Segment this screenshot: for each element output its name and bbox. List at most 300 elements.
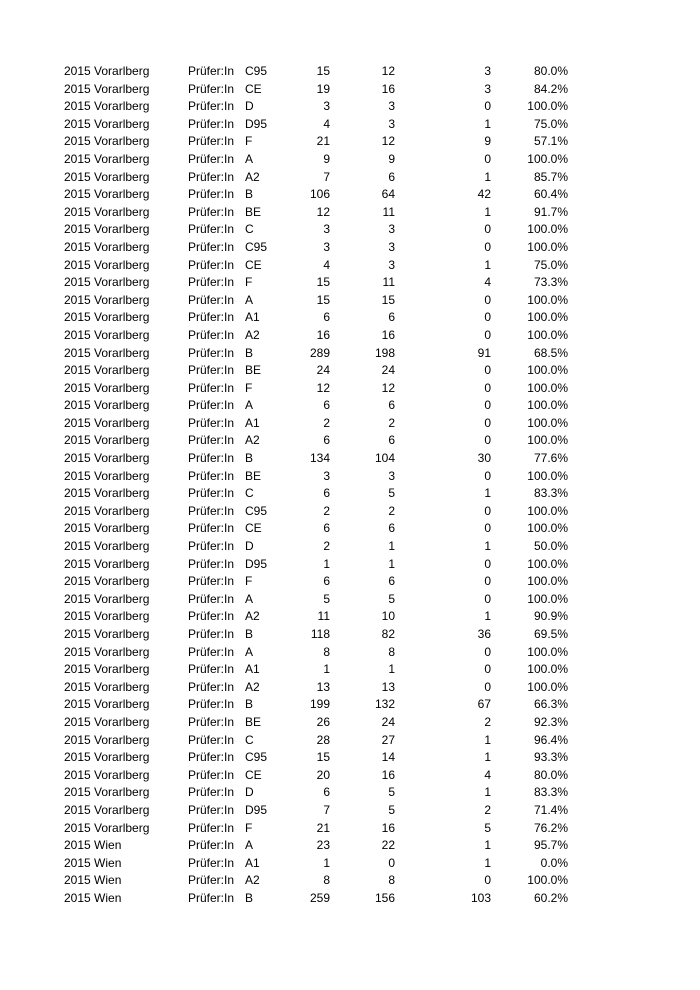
cell-examiner-role: Prüfer:In	[188, 838, 235, 853]
cell-failed: 0	[484, 574, 491, 589]
cell-pass-rate: 100.0%	[527, 310, 568, 325]
cell-examiner-role: Prüfer:In	[188, 503, 235, 518]
cell-passed: 5	[388, 802, 395, 817]
cell-total: 134	[309, 451, 330, 466]
cell-year-region: 2015 Vorarlberg	[64, 697, 150, 712]
cell-pass-rate: 100.0%	[527, 151, 568, 166]
cell-examiner-role: Prüfer:In	[188, 890, 235, 905]
cell-license-class: A1	[245, 415, 260, 430]
cell-year-region: 2015 Vorarlberg	[64, 275, 150, 290]
cell-examiner-role: Prüfer:In	[188, 380, 235, 395]
cell-examiner-role: Prüfer:In	[188, 679, 235, 694]
cell-license-class: C95	[245, 239, 268, 254]
cell-failed: 0	[484, 310, 491, 325]
cell-passed: 8	[388, 644, 395, 659]
cell-failed: 9	[484, 134, 491, 149]
cell-total: 1	[323, 662, 330, 677]
table-row	[0, 855, 700, 873]
cell-pass-rate: 100.0%	[527, 292, 568, 307]
cell-pass-rate: 57.1%	[533, 134, 568, 149]
cell-failed: 0	[484, 415, 491, 430]
cell-pass-rate: 0.0%	[540, 855, 568, 870]
cell-passed: 3	[388, 257, 395, 272]
table-row	[0, 767, 700, 785]
cell-pass-rate: 100.0%	[527, 574, 568, 589]
cell-failed: 0	[484, 433, 491, 448]
cell-failed: 0	[484, 503, 491, 518]
cell-pass-rate: 92.3%	[533, 714, 568, 729]
cell-failed: 103	[470, 890, 491, 905]
cell-examiner-role: Prüfer:In	[188, 556, 235, 571]
cell-failed: 0	[484, 151, 491, 166]
cell-license-class: CE	[245, 257, 262, 272]
cell-examiner-role: Prüfer:In	[188, 714, 235, 729]
cell-total: 259	[309, 890, 330, 905]
cell-total: 4	[323, 116, 330, 131]
cell-pass-rate: 50.0%	[533, 539, 568, 554]
cell-year-region: 2015 Vorarlberg	[64, 310, 150, 325]
cell-license-class: A	[245, 838, 254, 853]
cell-license-class: C95	[245, 750, 268, 765]
cell-examiner-role: Prüfer:In	[188, 873, 235, 888]
cell-license-class: D	[245, 785, 254, 800]
cell-failed: 1	[484, 750, 491, 765]
cell-examiner-role: Prüfer:In	[188, 99, 235, 114]
cell-pass-rate: 83.3%	[533, 785, 568, 800]
cell-passed: 22	[381, 838, 395, 853]
cell-examiner-role: Prüfer:In	[188, 820, 235, 835]
cell-passed: 3	[388, 468, 395, 483]
cell-failed: 0	[484, 380, 491, 395]
cell-total: 8	[323, 644, 330, 659]
cell-examiner-role: Prüfer:In	[188, 591, 235, 606]
cell-license-class: A1	[245, 855, 260, 870]
cell-year-region: 2015 Vorarlberg	[64, 151, 150, 166]
cell-pass-rate: 100.0%	[527, 556, 568, 571]
cell-year-region: 2015 Vorarlberg	[64, 539, 150, 554]
cell-license-class: A2	[245, 679, 260, 694]
table-row	[0, 608, 700, 626]
cell-total: 26	[316, 714, 330, 729]
cell-license-class: B	[245, 345, 254, 360]
cell-total: 6	[323, 310, 330, 325]
cell-license-class: F	[245, 574, 253, 589]
cell-total: 4	[323, 257, 330, 272]
table-row	[0, 257, 700, 275]
cell-failed: 0	[484, 398, 491, 413]
cell-year-region: 2015 Wien	[64, 890, 122, 905]
cell-failed: 0	[484, 591, 491, 606]
cell-failed: 1	[484, 539, 491, 554]
cell-total: 24	[316, 363, 330, 378]
cell-year-region: 2015 Vorarlberg	[64, 257, 150, 272]
cell-year-region: 2015 Vorarlberg	[64, 767, 150, 782]
cell-total: 2	[323, 415, 330, 430]
cell-failed: 0	[484, 327, 491, 342]
cell-failed: 2	[484, 802, 491, 817]
cell-total: 9	[323, 151, 330, 166]
table-row	[0, 820, 700, 838]
cell-examiner-role: Prüfer:In	[188, 275, 235, 290]
cell-pass-rate: 100.0%	[527, 591, 568, 606]
cell-year-region: 2015 Vorarlberg	[64, 714, 150, 729]
cell-pass-rate: 100.0%	[527, 521, 568, 536]
cell-pass-rate: 80.0%	[533, 767, 568, 782]
cell-passed: 2	[388, 415, 395, 430]
cell-license-class: B	[245, 697, 254, 712]
cell-pass-rate: 90.9%	[533, 609, 568, 624]
cell-examiner-role: Prüfer:In	[188, 697, 235, 712]
cell-passed: 24	[381, 363, 395, 378]
cell-examiner-role: Prüfer:In	[188, 539, 235, 554]
table-row	[0, 468, 700, 486]
cell-year-region: 2015 Vorarlberg	[64, 521, 150, 536]
cell-examiner-role: Prüfer:In	[188, 239, 235, 254]
cell-pass-rate: 100.0%	[527, 644, 568, 659]
table-row	[0, 327, 700, 345]
cell-pass-rate: 91.7%	[533, 204, 568, 219]
cell-passed: 5	[388, 785, 395, 800]
cell-license-class: A2	[245, 873, 260, 888]
table-row	[0, 432, 700, 450]
cell-year-region: 2015 Vorarlberg	[64, 81, 150, 96]
cell-passed: 3	[388, 116, 395, 131]
cell-failed: 5	[484, 820, 491, 835]
cell-passed: 16	[381, 327, 395, 342]
cell-examiner-role: Prüfer:In	[188, 644, 235, 659]
cell-failed: 4	[484, 767, 491, 782]
cell-license-class: D95	[245, 802, 268, 817]
cell-license-class: B	[245, 627, 254, 641]
table-row	[0, 556, 700, 574]
cell-failed: 0	[484, 222, 491, 237]
cell-license-class: BE	[245, 363, 262, 378]
cell-year-region: 2015 Vorarlberg	[64, 239, 150, 254]
cell-passed: 11	[382, 275, 395, 290]
cell-total: 289	[309, 345, 330, 360]
cell-failed: 3	[484, 81, 491, 96]
cell-failed: 0	[484, 239, 491, 254]
cell-failed: 1	[484, 785, 491, 800]
cell-passed: 6	[388, 310, 395, 325]
cell-examiner-role: Prüfer:In	[188, 116, 235, 131]
cell-examiner-role: Prüfer:In	[188, 609, 235, 624]
cell-pass-rate: 100.0%	[527, 99, 568, 114]
cell-passed: 12	[381, 380, 395, 395]
cell-license-class: D	[245, 99, 254, 114]
table-row	[0, 872, 700, 890]
table-row	[0, 749, 700, 767]
cell-examiner-role: Prüfer:In	[188, 732, 235, 747]
cell-passed: 3	[388, 239, 395, 254]
cell-pass-rate: 69.5%	[533, 627, 568, 641]
cell-year-region: 2015 Vorarlberg	[64, 679, 150, 694]
cell-failed: 0	[484, 873, 491, 888]
cell-total: 3	[323, 99, 330, 114]
cell-failed: 1	[484, 838, 491, 853]
cell-examiner-role: Prüfer:In	[188, 363, 235, 378]
cell-pass-rate: 96.4%	[533, 732, 568, 747]
cell-year-region: 2015 Vorarlberg	[64, 64, 150, 78]
table-row	[0, 98, 700, 116]
table-row	[0, 714, 700, 732]
cell-total: 3	[323, 239, 330, 254]
cell-license-class: F	[245, 134, 253, 149]
cell-passed: 1	[388, 539, 395, 554]
cell-pass-rate: 100.0%	[527, 222, 568, 237]
cell-year-region: 2015 Vorarlberg	[64, 574, 150, 589]
cell-failed: 1	[484, 169, 491, 184]
cell-total: 15	[316, 275, 330, 290]
cell-license-class: A2	[245, 169, 260, 184]
cell-failed: 4	[484, 275, 491, 290]
cell-total: 106	[309, 187, 330, 202]
cell-year-region: 2015 Vorarlberg	[64, 451, 150, 466]
cell-passed: 6	[388, 433, 395, 448]
cell-failed: 1	[484, 732, 491, 747]
table-row	[0, 345, 700, 363]
cell-year-region: 2015 Wien	[64, 873, 122, 888]
cell-total: 13	[316, 679, 330, 694]
cell-examiner-role: Prüfer:In	[188, 855, 235, 870]
cell-license-class: A	[245, 151, 254, 166]
cell-pass-rate: 85.7%	[533, 169, 568, 184]
table-row	[0, 890, 700, 908]
cell-license-class: A1	[245, 662, 260, 677]
cell-pass-rate: 100.0%	[527, 503, 568, 518]
cell-license-class: C	[245, 486, 254, 501]
cell-failed: 1	[484, 116, 491, 131]
cell-license-class: A	[245, 591, 254, 606]
table-row	[0, 732, 700, 750]
cell-examiner-role: Prüfer:In	[188, 81, 235, 96]
table-row	[0, 485, 700, 503]
spreadsheet-table	[0, 63, 700, 908]
cell-passed: 5	[388, 591, 395, 606]
cell-pass-rate: 100.0%	[527, 468, 568, 483]
cell-license-class: CE	[245, 81, 262, 96]
cell-year-region: 2015 Vorarlberg	[64, 433, 150, 448]
cell-failed: 30	[477, 451, 491, 466]
cell-examiner-role: Prüfer:In	[188, 134, 235, 149]
cell-failed: 0	[484, 662, 491, 677]
table-row	[0, 538, 700, 556]
cell-pass-rate: 60.2%	[533, 890, 568, 905]
cell-passed: 16	[381, 81, 395, 96]
cell-passed: 104	[374, 451, 395, 466]
cell-examiner-role: Prüfer:In	[188, 398, 235, 413]
cell-license-class: A	[245, 644, 254, 659]
table-row	[0, 309, 700, 327]
cell-pass-rate: 75.0%	[533, 116, 568, 131]
cell-total: 6	[323, 574, 330, 589]
cell-pass-rate: 60.4%	[533, 187, 568, 202]
cell-passed: 82	[381, 627, 395, 641]
cell-year-region: 2015 Vorarlberg	[64, 662, 150, 677]
cell-year-region: 2015 Vorarlberg	[64, 222, 150, 237]
cell-pass-rate: 100.0%	[527, 398, 568, 413]
cell-failed: 1	[484, 204, 491, 219]
table-row	[0, 221, 700, 239]
cell-license-class: B	[245, 890, 254, 905]
cell-passed: 8	[388, 873, 395, 888]
cell-passed: 11	[382, 204, 395, 219]
table-row	[0, 133, 700, 151]
cell-failed: 0	[484, 521, 491, 536]
cell-pass-rate: 68.5%	[533, 345, 568, 360]
cell-passed: 6	[388, 169, 395, 184]
cell-year-region: 2015 Vorarlberg	[64, 363, 150, 378]
cell-passed: 64	[381, 187, 395, 202]
cell-license-class: F	[245, 820, 253, 835]
table-row	[0, 679, 700, 697]
cell-failed: 0	[484, 644, 491, 659]
table-row	[0, 591, 700, 609]
cell-passed: 12	[381, 64, 395, 78]
cell-pass-rate: 84.2%	[533, 81, 568, 96]
cell-year-region: 2015 Vorarlberg	[64, 627, 150, 641]
cell-pass-rate: 66.3%	[533, 697, 568, 712]
cell-examiner-role: Prüfer:In	[188, 415, 235, 430]
cell-examiner-role: Prüfer:In	[188, 433, 235, 448]
cell-pass-rate: 100.0%	[527, 239, 568, 254]
cell-passed: 15	[381, 292, 395, 307]
cell-passed: 156	[374, 890, 395, 905]
cell-year-region: 2015 Vorarlberg	[64, 785, 150, 800]
table-row	[0, 204, 700, 222]
cell-license-class: BE	[245, 204, 262, 219]
table-row	[0, 503, 700, 521]
cell-year-region: 2015 Vorarlberg	[64, 591, 150, 606]
cell-total: 11	[317, 609, 330, 624]
table-row	[0, 239, 700, 257]
cell-pass-rate: 100.0%	[527, 662, 568, 677]
cell-examiner-role: Prüfer:In	[188, 257, 235, 272]
table-row	[0, 380, 700, 398]
cell-failed: 0	[484, 292, 491, 307]
cell-year-region: 2015 Vorarlberg	[64, 380, 150, 395]
cell-failed: 1	[484, 855, 491, 870]
cell-license-class: A1	[245, 310, 260, 325]
table-row	[0, 151, 700, 169]
cell-total: 1	[323, 556, 330, 571]
cell-passed: 3	[388, 99, 395, 114]
cell-year-region: 2015 Vorarlberg	[64, 169, 150, 184]
cell-pass-rate: 100.0%	[527, 679, 568, 694]
cell-examiner-role: Prüfer:In	[188, 151, 235, 166]
cell-total: 15	[316, 292, 330, 307]
cell-passed: 5	[388, 486, 395, 501]
cell-license-class: D	[245, 539, 254, 554]
table-row	[0, 63, 700, 81]
cell-license-class: B	[245, 187, 254, 202]
table-row	[0, 81, 700, 99]
cell-total: 1	[323, 855, 330, 870]
cell-year-region: 2015 Vorarlberg	[64, 556, 150, 571]
cell-total: 21	[316, 134, 330, 149]
cell-passed: 12	[381, 134, 395, 149]
cell-examiner-role: Prüfer:In	[188, 574, 235, 589]
cell-passed: 198	[374, 345, 395, 360]
cell-total: 6	[323, 785, 330, 800]
cell-total: 21	[316, 820, 330, 835]
table-row	[0, 644, 700, 662]
cell-pass-rate: 83.3%	[533, 486, 568, 501]
cell-pass-rate: 93.3%	[533, 750, 568, 765]
cell-year-region: 2015 Vorarlberg	[64, 609, 150, 624]
cell-year-region: 2015 Vorarlberg	[64, 134, 150, 149]
cell-pass-rate: 100.0%	[527, 873, 568, 888]
cell-passed: 2	[388, 503, 395, 518]
cell-examiner-role: Prüfer:In	[188, 767, 235, 782]
cell-year-region: 2015 Vorarlberg	[64, 116, 150, 131]
cell-total: 8	[323, 873, 330, 888]
cell-license-class: C	[245, 222, 254, 237]
cell-examiner-role: Prüfer:In	[188, 310, 235, 325]
cell-passed: 14	[381, 750, 395, 765]
cell-year-region: 2015 Vorarlberg	[64, 820, 150, 835]
cell-pass-rate: 95.7%	[533, 838, 568, 853]
cell-year-region: 2015 Vorarlberg	[64, 750, 150, 765]
cell-license-class: B	[245, 451, 254, 466]
cell-passed: 27	[381, 732, 395, 747]
cell-license-class: A	[245, 398, 254, 413]
cell-license-class: A2	[245, 609, 260, 624]
cell-passed: 9	[388, 151, 395, 166]
table-row	[0, 837, 700, 855]
cell-total: 199	[309, 697, 330, 712]
cell-license-class: C95	[245, 503, 268, 518]
cell-year-region: 2015 Vorarlberg	[64, 345, 150, 360]
cell-total: 12	[316, 380, 330, 395]
cell-passed: 10	[381, 609, 395, 624]
cell-failed: 3	[484, 64, 491, 78]
table-row	[0, 520, 700, 538]
cell-examiner-role: Prüfer:In	[188, 750, 235, 765]
cell-total: 19	[316, 81, 330, 96]
table-row	[0, 802, 700, 820]
cell-passed: 0	[388, 855, 395, 870]
cell-year-region: 2015 Vorarlberg	[64, 468, 150, 483]
cell-passed: 6	[388, 398, 395, 413]
cell-license-class: F	[245, 275, 253, 290]
cell-pass-rate: 71.4%	[533, 802, 568, 817]
table-row	[0, 415, 700, 433]
cell-examiner-role: Prüfer:In	[188, 468, 235, 483]
cell-pass-rate: 100.0%	[527, 380, 568, 395]
table-row	[0, 292, 700, 310]
cell-year-region: 2015 Vorarlberg	[64, 204, 150, 219]
cell-passed: 3	[388, 222, 395, 237]
cell-total: 6	[323, 433, 330, 448]
cell-examiner-role: Prüfer:In	[188, 486, 235, 501]
cell-total: 6	[323, 398, 330, 413]
cell-total: 118	[310, 627, 330, 641]
table-row	[0, 696, 700, 714]
cell-pass-rate: 100.0%	[527, 433, 568, 448]
cell-pass-rate: 73.3%	[533, 275, 568, 290]
cell-total: 6	[323, 521, 330, 536]
cell-year-region: 2015 Wien	[64, 855, 122, 870]
cell-examiner-role: Prüfer:In	[188, 451, 235, 466]
cell-failed: 0	[484, 556, 491, 571]
cell-license-class: A2	[245, 433, 260, 448]
cell-pass-rate: 80.0%	[533, 64, 568, 78]
cell-failed: 2	[484, 714, 491, 729]
cell-passed: 1	[388, 662, 395, 677]
cell-license-class: BE	[245, 468, 262, 483]
cell-year-region: 2015 Vorarlberg	[64, 732, 150, 747]
